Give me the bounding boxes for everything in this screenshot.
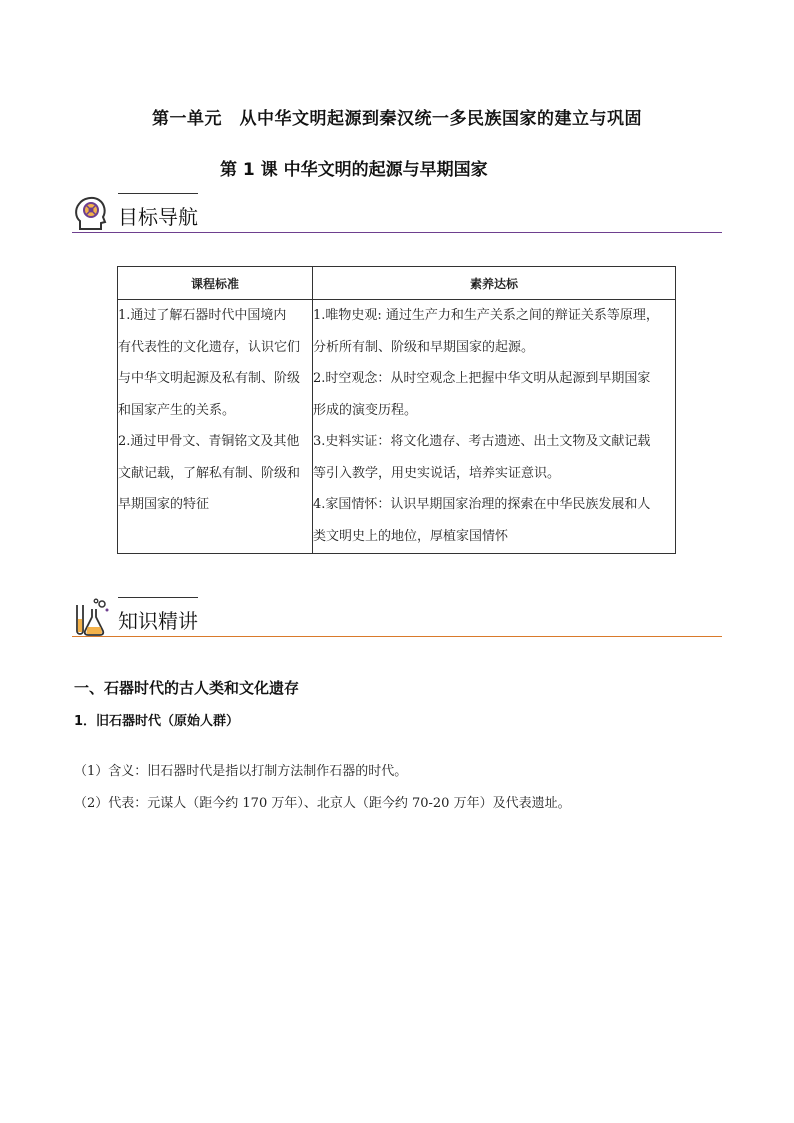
literacy-line: 形成的演变历程。 xyxy=(313,402,418,418)
lab-flask-icon xyxy=(72,597,112,637)
paragraph-representatives: （2）代表：元谋人（距今约 170 万年）、北京人（距今约 70-20 万年）及代表遗址。 xyxy=(74,796,571,811)
section-divider-orange xyxy=(72,636,722,637)
goals-table xyxy=(117,266,676,554)
section-top-rule xyxy=(118,597,198,598)
literacy-line: 类文明史上的地位，厚植家国情怀 xyxy=(313,528,509,544)
section-header-knowledge xyxy=(72,597,722,643)
heading-stone-age: 一、石器时代的古人类和文化遗存 xyxy=(74,679,300,697)
curriculum-line: 有代表性的文化遗存，认识它们 xyxy=(118,339,301,355)
section-top-rule xyxy=(118,193,198,194)
literacy-cell xyxy=(313,300,676,554)
curriculum-cell xyxy=(118,300,313,554)
curriculum-line: 文献记载，了解私有制、阶级和 xyxy=(118,465,301,481)
curriculum-line: 与中华文明起源及私有制、阶级 xyxy=(118,371,301,386)
brain-gear-icon xyxy=(72,193,112,233)
literacy-line: 3.史料实证：将文化遗存、考古遗迹、出土文物及文献记载 xyxy=(313,434,651,449)
subheading-paleolithic: 1．旧石器时代（原始人群） xyxy=(74,714,240,729)
table-header-literacy: 素养达标 xyxy=(313,267,676,300)
section-label-goals: 目标导航 xyxy=(118,205,198,229)
paragraph-definition: （1）含义：旧石器时代是指以打制方法制作石器的时代。 xyxy=(74,764,408,779)
literacy-line: 2.时空观念：从时空观念上把握中华文明从起源到早期国家 xyxy=(313,371,651,386)
literacy-line: 分析所有制、阶级和早期国家的起源。 xyxy=(313,339,535,355)
literacy-line: 等引入教学，用史实说话，培养实证意识。 xyxy=(313,465,561,481)
curriculum-line: 2.通过甲骨文、青铜铭文及其他 xyxy=(118,434,300,449)
curriculum-line: 和国家产生的关系。 xyxy=(118,402,236,418)
curriculum-line: 1.通过了解石器时代中国境内 xyxy=(118,308,287,323)
section-divider-purple xyxy=(72,232,722,233)
lesson-title: 第 1 课 中华文明的起源与早期国家 xyxy=(220,160,488,180)
literacy-line: 4.家国情怀：认识早期国家治理的探索在中华民族发展和人 xyxy=(313,497,651,512)
section-label-knowledge: 知识精讲 xyxy=(118,609,198,633)
section-header-goals xyxy=(72,193,722,239)
curriculum-line: 早期国家的特征 xyxy=(118,497,210,512)
table-header-curriculum: 课程标准 xyxy=(118,267,313,300)
table-row xyxy=(118,300,676,554)
unit-title: 第一单元 从中华文明起源到秦汉统一多民族国家的建立与巩固 xyxy=(152,109,642,129)
literacy-line: 1.唯物史观: 通过生产力和生产关系之间的辩证关系等原理， xyxy=(313,308,659,323)
